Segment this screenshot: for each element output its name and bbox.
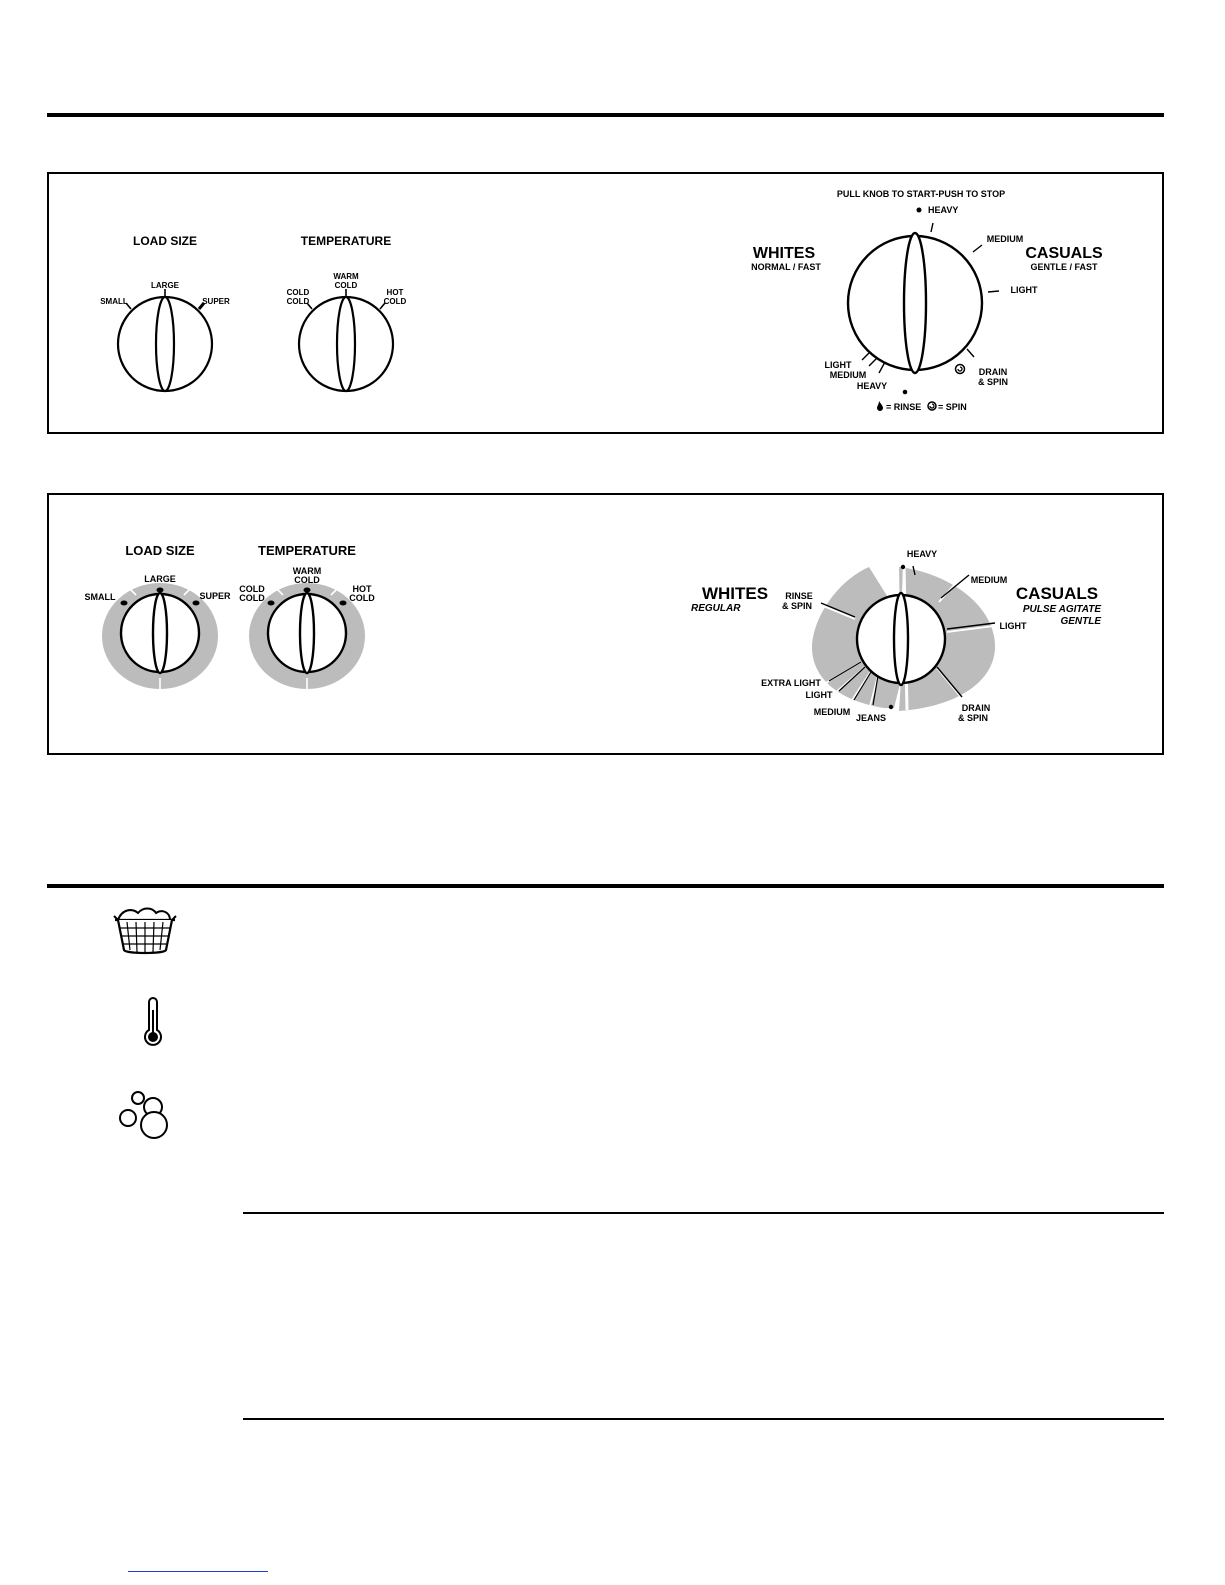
- bubbles-icon: [116, 1087, 176, 1141]
- cycle-medium-label: MEDIUM: [970, 575, 1008, 585]
- cycle-light-left-label: LIGHT: [805, 690, 833, 700]
- cycle-jeans-label: JEANS: [855, 713, 887, 723]
- section-rule: [47, 884, 1164, 888]
- load-size-small-label: SMALL: [84, 592, 116, 602]
- cycle-medium-label: MEDIUM: [986, 234, 1024, 244]
- table-top-rule: [243, 1212, 1164, 1214]
- cycle-light-label: LIGHT: [999, 621, 1027, 631]
- cycle-heavy-top-label: HEAVY: [928, 205, 959, 215]
- temp-cold-cold-label-2: COLD: [239, 593, 265, 603]
- casuals-sub-label-1: PULSE AGITATE: [1022, 604, 1101, 615]
- cycle-medium-left-label: MEDIUM: [813, 707, 851, 717]
- heavy-dot: [901, 565, 905, 569]
- temperature-knob[interactable]: [249, 583, 365, 690]
- temp-hot-cold-label-2: COLD: [349, 593, 375, 603]
- temp-hot-cold-label-1: HOT: [386, 288, 404, 297]
- load-size-title: LOAD SIZE: [125, 543, 195, 558]
- whites-label: WHITES: [752, 245, 816, 262]
- temp-cold-cold-label-2: COLD: [286, 297, 310, 306]
- cycle-drain-spin-label-2: & SPIN: [957, 713, 989, 723]
- control-panel-model-1: [47, 172, 1164, 434]
- whites-sub-label: NORMAL / FAST: [751, 262, 821, 272]
- temp-warm-cold-label-2: COLD: [334, 281, 358, 290]
- temperature-title: TEMPERATURE: [300, 234, 392, 248]
- temperature-title: TEMPERATURE: [258, 543, 356, 558]
- cycle-knob[interactable]: [848, 223, 999, 373]
- cycle-rinse-spin-label-2: & SPIN: [781, 601, 813, 611]
- legend-spin-icon: [928, 402, 936, 410]
- cycle-instruction: PULL KNOB TO START-PUSH TO STOP: [836, 189, 1006, 199]
- load-size-super-label: SUPER: [202, 297, 230, 306]
- rinse-dot: [903, 390, 908, 395]
- top-rule: [47, 113, 1164, 117]
- rinse-drop-icon: [877, 401, 883, 411]
- temp-cold-cold-label-1: COLD: [286, 288, 310, 297]
- cycle-medium-left-label: MEDIUM: [829, 370, 867, 380]
- temp-warm-cold-label-1: WARM: [333, 272, 359, 281]
- jeans-dot: [889, 705, 893, 709]
- legend-rinse-label: = RINSE: [886, 402, 922, 412]
- load-size-small-label: SMALL: [100, 297, 128, 306]
- temperature-knob[interactable]: [299, 289, 393, 391]
- heavy-dot: [917, 208, 922, 213]
- temp-hot-cold-label-2: COLD: [383, 297, 407, 306]
- load-size-super-label: SUPER: [199, 591, 231, 601]
- control-panel-2-drawing: [49, 495, 1166, 757]
- whites-label: WHITES: [701, 584, 769, 603]
- load-size-large-label: LARGE: [144, 574, 176, 584]
- cycle-knob[interactable]: [812, 565, 995, 711]
- casuals-sub-label-2: GENTLE: [1060, 616, 1101, 627]
- thermometer-icon: [140, 996, 166, 1048]
- load-size-large-label: LARGE: [151, 281, 179, 290]
- laundry-basket-icon: [112, 906, 178, 958]
- cycle-heavy-left-label: HEAVY: [856, 381, 888, 391]
- load-size-title: LOAD SIZE: [132, 234, 198, 248]
- legend-spin-label: = SPIN: [938, 402, 967, 412]
- load-size-knob[interactable]: [118, 289, 212, 391]
- casuals-label: CASUALS: [1025, 245, 1103, 262]
- temp-warm-cold-label-2: COLD: [294, 575, 320, 585]
- cycle-light-left-label: LIGHT: [824, 360, 852, 370]
- control-panel-1-drawing: [49, 174, 1166, 436]
- cycle-heavy-label: HEAVY: [906, 549, 938, 559]
- temp-hot-cold-label-1: HOT: [352, 584, 372, 594]
- temp-cold-cold-label-1: COLD: [239, 584, 265, 594]
- cycle-drain-spin-label-1: DRAIN: [978, 367, 1008, 377]
- cycle-light-label: LIGHT: [1010, 285, 1038, 295]
- cycle-extra-light-label: EXTRA LIGHT: [761, 678, 821, 688]
- cycle-rinse-spin-label-1: RINSE: [785, 591, 813, 601]
- footer-link[interactable]: [128, 1571, 268, 1572]
- spin-symbol-icon: [956, 365, 965, 374]
- table-bottom-rule: [243, 1418, 1164, 1420]
- control-panel-model-2: [47, 493, 1164, 755]
- casuals-label: CASUALS: [1015, 584, 1099, 603]
- casuals-sub-label: GENTLE / FAST: [1030, 262, 1098, 272]
- cycle-drain-spin-label-1: DRAIN: [961, 703, 991, 713]
- cycle-drain-spin-label-2: & SPIN: [977, 377, 1009, 387]
- whites-sub-label: REGULAR: [691, 603, 741, 614]
- temp-warm-cold-label-1: WARM: [292, 566, 322, 576]
